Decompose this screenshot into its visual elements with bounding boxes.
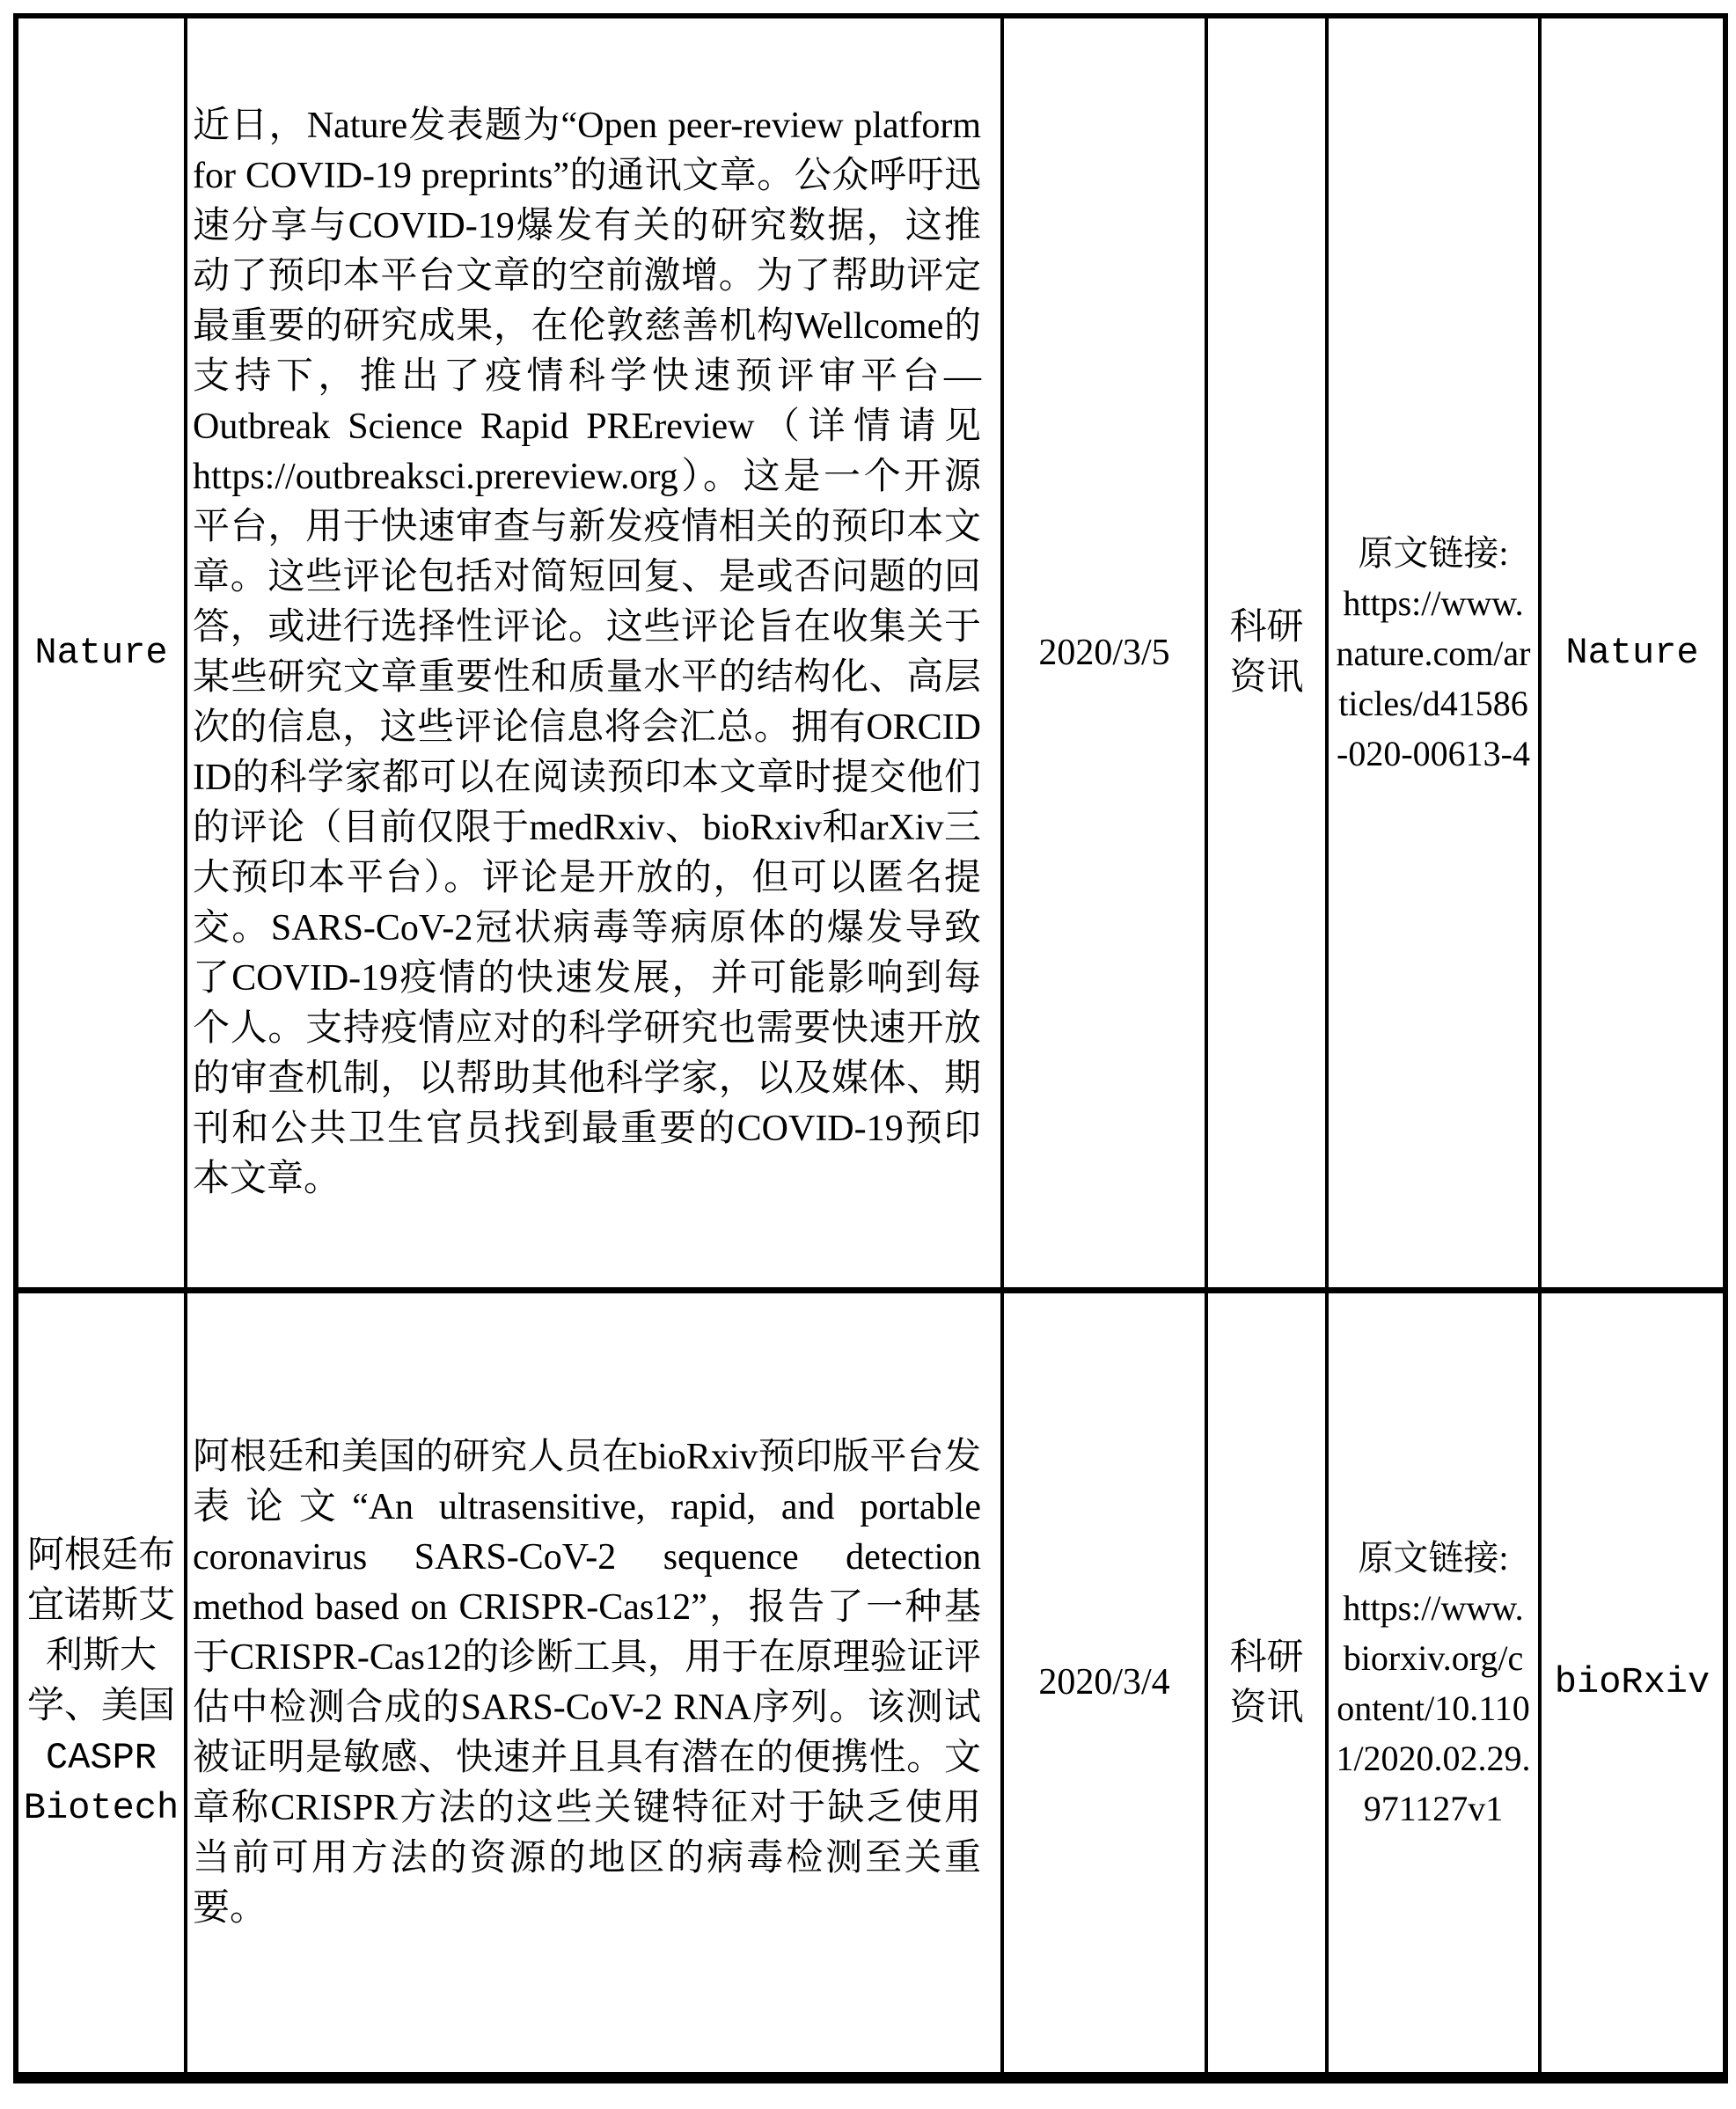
link-cell — [1329, 18, 1542, 1293]
date-cell — [1004, 18, 1208, 1293]
content-cell — [187, 18, 1004, 1293]
platform-cell — [1542, 18, 1723, 1293]
category-text: 科研资讯 — [1229, 1637, 1304, 1728]
source-text: Nature — [34, 631, 168, 674]
category-cell — [1208, 1293, 1329, 2078]
content-cell — [187, 1293, 1004, 2078]
link-url: https://www.nature.com/articles/d41586-020-00613-4 — [1336, 582, 1531, 773]
news-table — [13, 13, 1728, 2083]
platform-cell — [1542, 1293, 1723, 2078]
date-text: 2020/3/4 — [1038, 1662, 1170, 1703]
link-cell — [1329, 1293, 1542, 2078]
category-cell — [1208, 18, 1329, 1293]
platform-text: Nature — [1565, 631, 1699, 674]
date-cell — [1004, 1293, 1208, 2078]
link-label: 原文链接: — [1358, 532, 1509, 573]
platform-text: bioRxiv — [1554, 1661, 1710, 1703]
date-text: 2020/3/5 — [1038, 632, 1170, 673]
link-label: 原文链接: — [1358, 1537, 1509, 1578]
source-cell — [18, 1293, 187, 2078]
category-text: 科研资讯 — [1229, 607, 1304, 698]
link-url: https://www.biorxiv.org/content/10.1101/2020.02.29.971127v1 — [1336, 1587, 1531, 1828]
content-text: 阿根廷和美国的研究人员在bioRxiv预印版平台发表论文“An ultrasensitive, rapid, and portable coronavirus SARS-CoV-2 sequence detection method based on CRISPR-Cas12”，报告了一种基于CRISPR-Cas12的诊断工具，用于在原理验证评估中检测合成的SARS-CoV-2 RNA序列。该测试被证明是敏感、快速并且具有潜在的便携性。文章称CRISPR方法的这些关键特征对于缺乏使用当前可用方法的资源的地区的病毒检测至关重要。 — [193, 1436, 981, 1929]
content-text: 近日，Nature发表题为“Open peer-review platform for COVID-19 preprints”的通讯文章。公众呼吁迅速分享与COVID-19爆发有关的研究数据，这推动了预印本平台文章的空前激增。为了帮助评定最重要的研究成果，在伦敦慈善机构Wellcome的支持下，推出了疫情科学快速预评审平台—Outbreak Science Rapid PREreview（详情请见https://outbreaksci.prereview.org）。这是一个开源平台，用于快速审查与新发疫情相关的预印本文章。这些评论包括对简短回复、是或否问题的回答，或进行选择性评论。这些评论旨在收集关于某些研究文章重要性和质量水平的结构化、高层次的信息，这些评论信息将会汇总。拥有ORCID ID的科学家都可以在阅读预印本文章时提交他们的评论（目前仅限于medRxiv、bioRxiv和arXiv三大预印本平台）。评论是开放的，但可以匿名提交。SARS-CoV-2冠状病毒等病原体的爆发导致了COVID-19疫情的快速发展，并可能影响到每个人。支持疫情应对的科学研究也需要快速开放的审查机制，以帮助其他科学家，以及媒体、期刊和公共卫生官员找到最重要的COVID-19预印本文章。 — [193, 106, 981, 1199]
source-text: 阿根廷布宜诺斯艾利斯大学、美国CASPR Biotech — [23, 1535, 179, 1829]
source-cell — [18, 18, 187, 1293]
